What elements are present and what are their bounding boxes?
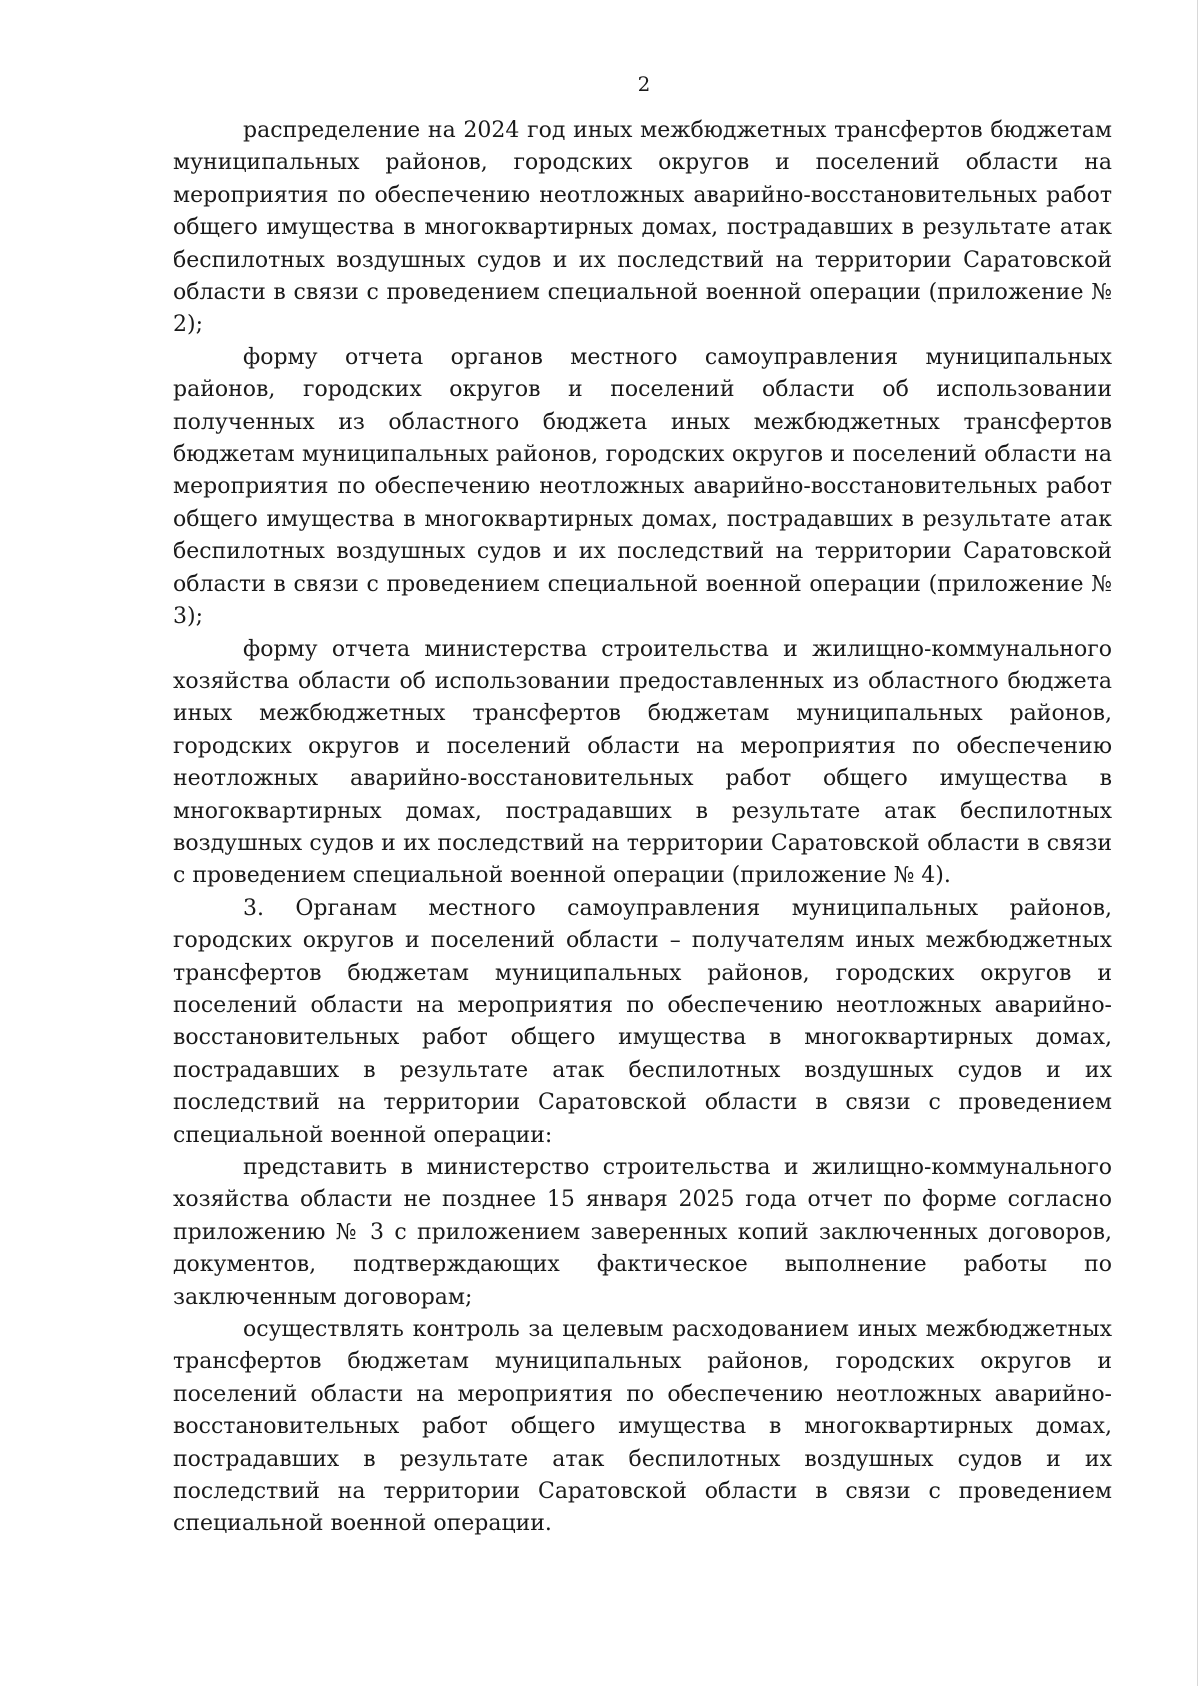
paragraph-appendix-2: распределение на 2024 год иных межбюджетных трансфертов бюджетам муниципальных районов, городских округов и поселений области на мероприятия по обеспечению неотложных аварийно-восстановительных работ общего имущества в многоквартирных домах, пострадавших в результате атак беспилотных воздушных судов и их последствий на территории Саратовской области в связи с проведением специальной военной операции (приложение № 2); <box>173 118 1112 338</box>
paragraph-item-3: 3. Органам местного самоуправления муниципальных районов, городских округов и поселений области – получателям иных межбюджетных трансфертов бюджетам муниципальных районов, городских округов и поселений области на мероприятия по обеспечению неотложных аварийно-восстановительных работ общего имущества в многоквартирных домах, пострадавших в результате атак беспилотных воздушных судов и их последствий на территории Саратовской области в связи с проведением специальной военной операции: <box>173 895 1112 1148</box>
scan-edge-line <box>1197 0 1198 1686</box>
paragraph-control: осуществлять контроль за целевым расходованием иных межбюджетных трансфертов бюджетам муниципальных районов, городских округов и поселений области на мероприятия по обеспечению неотложных аварийно-восстановительных работ общего имущества в многоквартирных домах, пострадавших в результате атак беспилотных воздушных судов и их последствий на территории Саратовской области в связи с проведением специальной военной операции. <box>173 1317 1112 1537</box>
paragraph-appendix-3: форму отчета органов местного самоуправления муниципальных районов, городских округов и поселений области об использовании полученных из областного бюджета иных межбюджетных трансфертов бюджетам муниципальных районов, городских округов и поселений области на мероприятия по обеспечению неотложных аварийно-восстановительных работ общего имущества в многоквартирных домах, пострадавших в результате атак беспилотных воздушных судов и их последствий на территории Саратовской области в связи с проведением специальной военной операции (приложение № 3); <box>173 344 1112 630</box>
page-number: 2 <box>637 72 651 96</box>
paragraph-appendix-4: форму отчета министерства строительства и жилищно-коммунального хозяйства области об использовании предоставленных из областного бюджета иных межбюджетных трансфертов бюджетам муниципальных районов, городских округов и поселений области на мероприятия по обеспечению неотложных аварийно-восстановительных работ общего имущества в многоквартирных домах, пострадавших в результате атак беспилотных воздушных судов и их последствий на территории Саратовской области в связи с проведением специальной военной операции (приложение № 4). <box>173 636 1112 889</box>
paragraph-submit-report: представить в министерство строительства и жилищно-коммунального хозяйства области не позднее 15 января 2025 года отчет по форме согласно приложению № 3 с приложением заверенных копий заключенных договоров, документов, подтверждающих фактическое выполнение работы по заключенным договорам; <box>173 1155 1112 1310</box>
document-body <box>173 115 1112 1541</box>
